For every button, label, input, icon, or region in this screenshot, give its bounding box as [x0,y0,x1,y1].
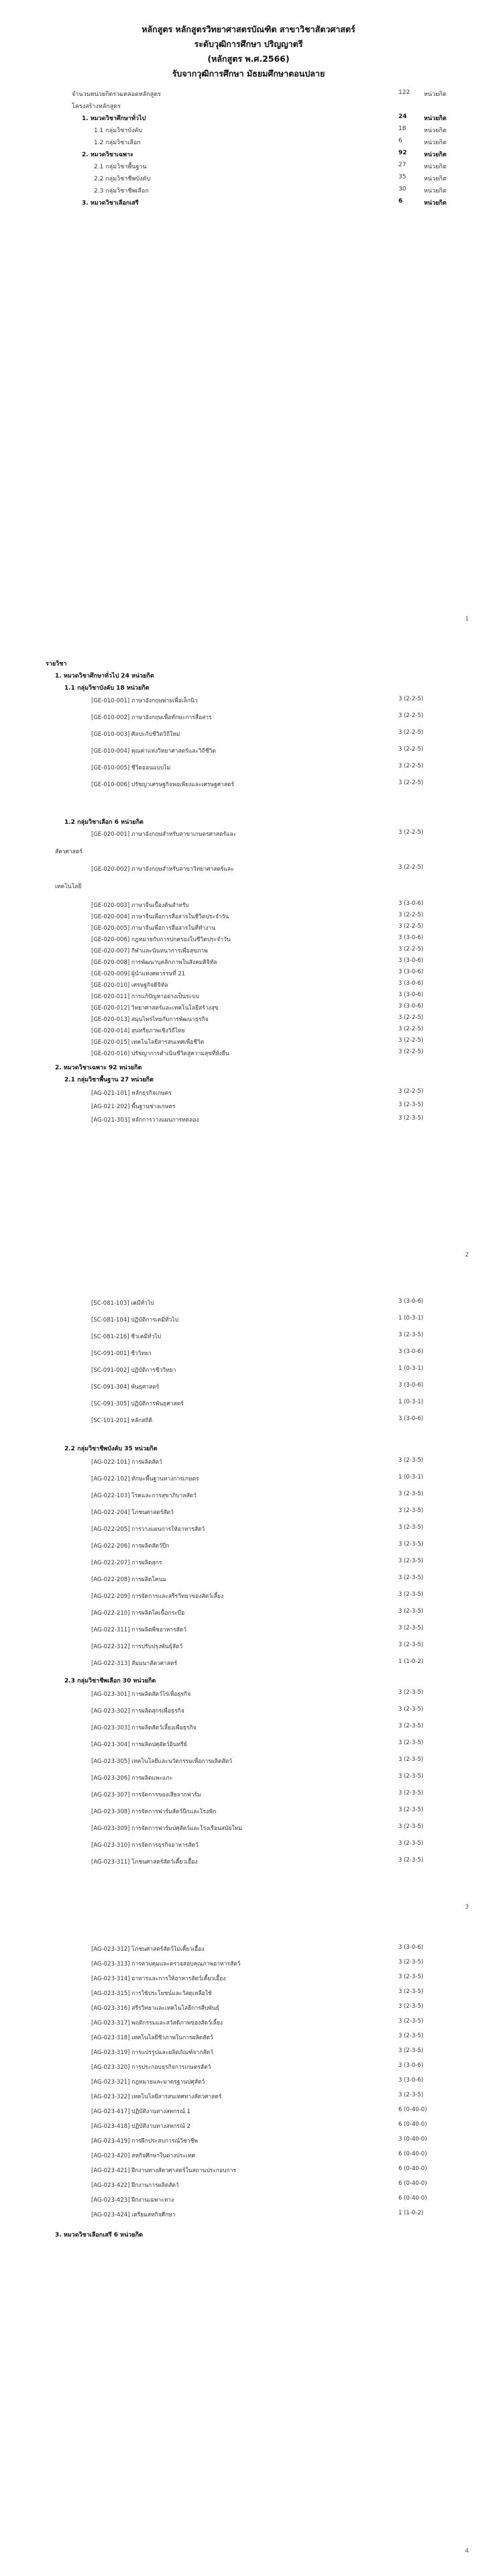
course-row [91,957,494,968]
course-name: [AG-023-320] การประกอบธุรกิจการเกษตรสัตว์ [91,2064,211,2071]
course-name: [AG-022-102] ทักษะพื้นฐานทางการเกษตร [91,1476,199,1483]
course-credits: 1 (0-3-1) [398,1474,424,1481]
course-row [91,1399,494,1409]
course-name: [AG-023-302] การผลิตสุกรเพื่อธุรกิจ [91,1708,184,1715]
structure-row-unit: หน่วยกิต [424,200,447,207]
structure-row-label: 1.1 กลุ่มวิชาบังคับ [94,127,143,134]
course-name: [SC-101-201] หลักสถิติ [91,1417,153,1424]
course-name: [AG-023-419] การฝึกประสบการณ์วิชาชีพ [91,2138,198,2145]
course-credits: 3 (3-0-6) [398,2077,424,2084]
structure-row-label: 2.1 กลุ่มวิชาพื้นฐาน [94,164,147,170]
course-credits: 3 (0-40-0) [398,2136,427,2143]
course-credits: 6 (0-40-0) [398,2151,427,2157]
total-credits-value: 122 [398,89,410,96]
course-credits: 3 (2-3-5) [398,1689,424,1696]
course-name: [AG-023-307] การจัดการของเสียจากฟาร์ม [91,1792,201,1799]
course-credits: 3 (3-0-6) [398,1003,424,1010]
course-name: [AG-023-303] การผลิตสัตว์เลี้ยงเพื่อธุรกิจ [91,1725,197,1731]
course-credits: 3 (2-3-5) [398,1723,424,1729]
course-row [91,1491,494,1501]
structure-row-label: 3. หมวดวิชาเลือกเสรี [82,200,139,207]
course-credits: 1 (0-3-1) [398,1315,424,1322]
course-credits: 3 (2-3-5) [398,2092,424,2098]
course-row [91,1944,494,1955]
course-row [91,712,494,723]
course-row [91,1773,494,1784]
course-name: [GE-020-005] ภาษาจีนเพื่อการสื่อสารในที่ทำงาน [91,925,216,932]
course-name: [AG-023-322] เทคโนโลยีสารสนเทศทางสัตวศาสตร์ [91,2094,222,2100]
course-name: [SC-081-103] เคมีทั่วไป [91,1300,154,1307]
category-heading: 3. หมวดวิชาเลือกเสรี 6 หน่วยกิต [55,2232,143,2239]
course-row [91,1974,494,1984]
course-row [91,829,494,840]
course-name: [GE-020-002] ภาษาอังกฤษสำหรับสาขาวิทยาศาสตร์และ [91,866,234,873]
course-row [91,1037,494,1048]
course-name: [AG-022-312] การปรับปรุงพันธุ์สัตว์ [91,1644,183,1650]
course-credits: 3 (3-0-6) [398,900,424,907]
course-credits: 3 (2-3-5) [398,1102,424,1108]
course-row [91,1689,494,1700]
course-credits: 3 (2-2-5) [398,1088,424,1095]
group-heading: 2.2 กลุ่มวิชาชีพบังคับ 35 หน่วยกิต [64,1446,158,1452]
course-name: [GE-020-014] สุนทรียภาพเชิงวิถีไทย [91,1028,185,1034]
course-name: [AG-023-314] อาหารและการให้อาหารสัตว์เคี้ยวเอื้อง [91,1976,226,1982]
course-row [91,1608,494,1619]
structure-row-unit: หน่วยกิต [424,188,447,195]
course-name: [SC-081-216] ชีวเคมีทั่วไป [91,1334,162,1340]
course-name: [GE-020-008] การพัฒนาบุคลิกภาพในสังคมดิจิทัล [91,959,217,966]
course-row [91,946,494,957]
course-credits: 1 (1-0-2) [398,1658,424,1665]
course-name: [GE-020-006] กฎหมายกับการปกครองในชีวิตประจำวัน [91,936,231,943]
course-name: [AG-022-205] การวางแผนการให้อาหารสัตว์ [91,1526,205,1533]
course-row [91,780,494,790]
course-credits: 3 (2-3-5) [398,1642,424,1648]
course-credits: 3 (2-3-5) [398,2047,424,2054]
category-heading: 2. หมวดวิชาเฉพาะ 92 หน่วยกิต [55,1065,142,1071]
course-credits: 3 (2-3-5) [398,1524,424,1531]
course-row [91,1790,494,1801]
structure-row-label: 1.2 กลุ่มวิชาเลือก [94,140,141,146]
course-name: [AG-023-309] การจัดการฟาร์มปศุสัตว์และโรงเรือนสมัยใหม่ [91,1825,242,1832]
course-name: [AG-023-318] เทคโนโลยีชีวภาพในการผลิตสัตว์ [91,2035,213,2041]
course-name: [GE-010-002] ภาษาอังกฤษเพื่อทักษะการสื่อสาร [91,714,212,721]
course-row [91,1807,494,1817]
course-credits: 3 (2-2-5) [398,712,424,719]
course-row [91,1003,494,1014]
page-number: 3 [465,1904,469,1911]
course-name-continued: เทคโนโลยี [55,883,82,890]
course-credits: 3 (3-0-6) [398,1382,424,1389]
course-credits: 3 (2-3-5) [398,1773,424,1780]
course-row [91,2077,494,2088]
course-name: [GE-020-012] วิทยาศาสตร์และเทคโนโลยีสร้างสุข [91,1005,219,1012]
course-row [91,1115,494,1126]
course-credits: 3 (2-2-5) [398,1026,424,1032]
course-row [91,1365,494,1376]
course-name: [AG-023-304] การผลิตปศุสัตว์อินทรีย์ [91,1741,187,1748]
course-row [91,2165,494,2176]
course-name: [AG-023-321] กฎหมายและมาตรฐานปศุสัตว์ [91,2079,205,2086]
course-credits: 3 (2-3-5) [398,1840,424,1847]
course-row [91,729,494,740]
course-credits: 3 (2-3-5) [398,1706,424,1713]
course-row [91,1026,494,1036]
course-credits: 3 (2-3-5) [398,1115,424,1122]
course-row [91,864,494,875]
course-row [91,1823,494,1834]
course-row [91,1348,494,1359]
course-name: [AG-023-418] ปฏิบัติงานทางสหกรณ์ 2 [91,2123,190,2130]
course-credits: 3 (3-0-6) [398,2062,424,2069]
course-name: [AG-023-421] ฝึกงานทางสัตวศาสตร์ในสถานประกอบการ [91,2167,237,2174]
course-credits: 3 (3-0-6) [398,1944,424,1951]
course-name: [AG-023-319] การแปรรูปและผลิตภัณฑ์จากสัตว์ [91,2049,213,2056]
structure-label: โครงสร้างหลักสูตร [72,103,121,110]
course-row [91,1988,494,1999]
course-row [91,1088,494,1099]
course-row [91,2062,494,2073]
course-name: [GE-020-015] เทคโนโลยีสารสนเทศเพื่อชีวิต [91,1039,205,1046]
course-row [91,1507,494,1518]
course-credits: 1 (1-0-2) [398,2210,424,2216]
course-credits: 3 (2-3-5) [398,1507,424,1514]
group-heading: 1.1 กลุ่มวิชาบังคับ 18 หน่วยกิต [64,685,150,692]
course-credits: 3 (2-2-5) [398,1014,424,1021]
curriculum-title: หลักสูตร หลักสูตรวิทยาศาสตรบัณฑิต สาขาวิชาสัตวศาสตร์ [142,24,355,34]
course-row [91,2018,494,2029]
course-name: [GE-020-011] การแก้ปัญหาอย่างเป็นระบบ [91,994,200,1000]
course-credits: 3 (2-3-5) [398,1857,424,1864]
course-row [91,2151,494,2161]
course-name: [GE-020-007] กีฬาและนันทนาการเพื่อสุขภาพ [91,948,208,955]
course-name: [AG-023-315] การใช้ประโยชน์และวัสดุเหลือใช้ [91,1990,212,1997]
curriculum-year: (หลักสูตร พ.ศ.2566) [207,54,290,64]
structure-row-label: 2.2 กลุ่มวิชาชีพบังคับ [94,176,151,182]
course-name: [AG-022-101] การผลิตสัตว์ [91,1459,162,1466]
course-name: [AG-023-306] การผลิตแพะแกะ [91,1775,173,1782]
course-name: [AG-023-311] โภชนศาสตร์สัตว์เคี้ยวเอื้อง [91,1859,198,1866]
course-row [91,1625,494,1635]
course-credits: 3 (2-3-5) [398,2018,424,2025]
course-row [91,980,494,991]
course-name: [AG-023-308] การจัดการฟาร์มสัตว์ปีกและโรงฟัก [91,1809,217,1815]
course-row [91,912,494,922]
course-credits: 3 (2-3-5) [398,1974,424,1980]
course-row [91,923,494,934]
course-row [91,2106,494,2117]
course-credits: 6 (0-40-0) [398,2180,427,2187]
course-name: [SC-091-304] พันธุศาสตร์ [91,1384,160,1391]
structure-row-label: 1. หมวดวิชาศึกษาทั่วไป [82,115,146,122]
course-name: [AG-022-208] การผลิตโคนม [91,1576,167,1583]
course-row [91,1415,494,1426]
course-row [91,1332,494,1342]
course-name: [GE-020-001] ภาษาอังกฤษสำหรับสาขาเกษตรศาสตร์และ [91,831,237,838]
structure-row-unit: หน่วยกิต [424,176,447,182]
course-credits: 3 (3-0-6) [398,980,424,987]
course-row [91,1857,494,1868]
course-name: [AG-021-202] พื้นฐานช่างเกษตร [91,1104,176,1110]
page-number: 1 [465,616,469,623]
course-credits: 3 (2-2-5) [398,829,424,836]
course-name: [AG-021-303] หลักการวางแผนการทดลอง [91,1117,199,1124]
structure-row-unit: หน่วยกิต [424,127,447,134]
course-name: [SC-091-305] ปฏิบัติการพันธุศาสตร์ [91,1401,184,1407]
course-credits: 3 (2-2-5) [398,1037,424,1044]
course-name: [SC-091-001] ชีววิทยา [91,1350,152,1357]
structure-row-unit: หน่วยกิต [424,140,447,146]
course-credits: 3 (3-0-6) [398,1298,424,1305]
page-number: 4 [465,2548,469,2555]
course-credits: 3 (2-2-5) [398,946,424,953]
structure-row-label: 2.3 กลุ่มวิชาชีพเลือก [94,188,149,195]
course-credits: 3 (2-3-5) [398,1491,424,1497]
course-row [91,2033,494,2043]
structure-row-credits: 18 [398,125,406,132]
course-row [91,1049,494,1059]
course-credits: 3 (2-3-5) [398,1332,424,1338]
course-credits: 3 (2-3-5) [398,1756,424,1763]
course-row [91,1723,494,1733]
course-name: [GE-010-005] ชีวิตออนแบบไม่ [91,765,171,771]
course-row [91,746,494,757]
course-credits: 3 (2-3-5) [398,1457,424,1464]
course-row [91,763,494,773]
course-row [91,1959,494,1970]
course-row [91,2136,494,2147]
course-name: [GE-010-001] ภาษาอังกฤษพ่ายเพื่อเล็กนิว [91,698,198,704]
course-row [91,1014,494,1025]
course-row [91,969,494,979]
course-name: [AG-023-422] ฝึกงานการผลิตสัตว์ [91,2182,179,2189]
course-name: [AG-022-204] โภชนศาสตร์สัตว์ [91,1509,174,1516]
course-name: [GE-020-009] ผู้นำแห่งศตวรรษที่ 21 [91,971,186,977]
course-credits: 3 (2-2-5) [398,1049,424,1055]
page-number: 2 [465,1252,469,1258]
course-credits: 3 (2-3-5) [398,1823,424,1830]
course-name: [GE-020-004] ภาษาจีนเพื่อการสื่อสารในชีวิตประจำวัน [91,914,229,920]
course-credits: 1 (0-3-1) [398,1399,424,1405]
course-name: [AG-022-209] การจัดการและสรีรวิทยาของสัตว์เลี้ยง [91,1593,224,1600]
structure-row-label: 2. หมวดวิชาเฉพาะ [82,152,133,158]
course-name: [GE-020-003] ภาษาจีนเบื้องต้นสำหรับ [91,902,189,909]
structure-row-credits: 35 [398,174,406,180]
course-row [91,2210,494,2220]
course-name: [AG-022-103] โรคและการสุขาภิบาลสัตว์ [91,1493,197,1499]
course-row [91,1840,494,1851]
course-credits: 3 (2-3-5) [398,1988,424,1995]
course-name: [AG-023-424] เตรียมสหกิจศึกษา [91,2212,176,2218]
course-name: [AG-023-310] การจัดการธุรกิจอาหารสัตว์ [91,1842,199,1849]
structure-row-credits: 92 [398,150,407,156]
course-credits: 6 (0-40-0) [398,2165,427,2172]
structure-row-credits: 24 [398,113,407,120]
course-row [91,1474,494,1485]
course-row [91,991,494,1002]
course-name: [AG-023-301] การผลิตสัตว์ไร่เพื่อธุรกิจ [91,1691,191,1698]
course-credits: 3 (2-3-5) [398,1574,424,1581]
course-credits: 3 (2-3-5) [398,2033,424,2039]
course-credits: 3 (2-2-5) [398,780,424,786]
course-row [91,2180,494,2191]
course-row [91,1658,494,1669]
course-name: [AG-023-317] พฤติกรรมและสวัสดิภาพของสัตว์เลี้ยง [91,2020,223,2027]
total-credits-label: จำนวนหน่วยกิตรวมตลอดหลักสูตร [72,91,161,98]
course-credits: 3 (2-3-5) [398,1625,424,1631]
structure-row-credits: 6 [398,138,402,144]
course-credits: 3 (2-3-5) [398,1807,424,1813]
structure-row-unit: หน่วยกิต [424,152,447,158]
structure-row-credits: 30 [398,186,406,193]
structure-row-unit: หน่วยกิต [424,115,447,122]
course-name: [GE-010-006] ปรัชญาเศรษฐกิจพอเพียงและเศรษฐศาสตร์ [91,782,235,788]
course-credits: 3 (2-3-5) [398,1790,424,1796]
course-name: [AG-023-417] ปฏิบัติงานทางสหกรณ์ 1 [91,2108,190,2115]
course-name-continued: สัตวศาสตร์ [55,849,82,855]
course-credits: 3 (3-0-6) [398,969,424,975]
course-row [91,1756,494,1767]
course-row [91,1642,494,1652]
course-credits: 3 (3-0-6) [398,1348,424,1355]
course-credits: 3 (2-3-5) [398,1558,424,1564]
course-row [91,2003,494,2014]
course-name: [AG-022-313] สัมมนาสัตวศาสตร์ [91,1660,178,1667]
course-credits: 3 (3-0-6) [398,991,424,998]
course-row [91,696,494,706]
course-name: [SC-081-104] ปฏิบัติการเคมีทั่วไป [91,1317,178,1324]
course-name: [GE-020-013] สมุนไพรไทยกับการพัฒนาธุรกิจ [91,1016,209,1023]
course-row [91,934,494,945]
course-name: [AG-022-207] การผลิตสุกร [91,1560,162,1566]
course-row [91,1315,494,1326]
course-credits: 3 (2-3-5) [398,1739,424,1746]
course-row [91,1298,494,1309]
course-name: [AG-023-313] การควบคุมและตรวจสอบคุณภาพอาหารสัตว์ [91,1961,241,1968]
course-row [91,2047,494,2058]
course-name: [AG-023-305] เทคโนโลยีและนวัตกรรมเพื่อการผลิตสัตว์ [91,1758,233,1765]
structure-row-unit: หน่วยกิต [424,164,447,170]
course-credits: 3 (2-2-5) [398,923,424,930]
group-heading: 2.1 กลุ่มวิชาพื้นฐาน 27 หน่วยกิต [64,1077,154,1083]
course-row [91,1706,494,1717]
course-row [91,900,494,911]
category-heading: 1. หมวดวิชาศึกษาทั่วไป 24 หน่วยกิต [55,673,154,680]
course-credits: 3 (2-3-5) [398,2003,424,2010]
course-name: [GE-010-004] คุณค่าแห่งวิทยาศาสตร์และวิถีชีวิต [91,748,216,755]
degree-level: ระดับวุฒิการศึกษา ปริญญาตรี [194,39,303,49]
group-heading: 1.2 กลุ่มวิชาเลือก 6 หน่วยกิต [64,819,144,826]
course-name: [GE-020-010] เศรษฐกิจดิจิทัล [91,982,168,989]
structure-row-credits: 6 [398,198,403,205]
course-row [91,1541,494,1552]
course-credits: 3 (2-2-5) [398,763,424,769]
course-credits: 6 (0-40-0) [398,2195,427,2202]
course-credits: 6 (0-40-0) [398,2121,427,2128]
course-name: [SC-091-002] ปฏิบัติการชีววิทยา [91,1367,176,1374]
course-name: [AG-023-312] โภชนศาสตร์สัตว์ไม่เคี้ยวเอื้อง [91,1946,205,1953]
course-row [91,2121,494,2132]
course-row [91,1574,494,1585]
course-row [91,1102,494,1112]
course-row [91,1524,494,1535]
course-row [91,2092,494,2102]
section-heading: รายวิชา [46,661,67,667]
course-credits: 1 (0-3-1) [398,1365,424,1372]
course-credits: 3 (2-3-5) [398,1959,424,1966]
structure-row-credits: 27 [398,162,406,168]
course-name: [AG-023-423] ฝึกงานเฉพาะทาง [91,2197,174,2204]
course-credits: 3 (3-0-6) [398,957,424,964]
course-row [91,1591,494,1602]
course-credits: 6 (0-40-0) [398,2106,427,2113]
course-name: [GE-020-016] ปรัชญาการดำเนินชีวิตสู่ความสุขที่ยั่งยืน [91,1051,229,1057]
course-row [91,1382,494,1393]
course-credits: 3 (2-2-5) [398,912,424,918]
course-row [91,1739,494,1750]
course-row [91,2195,494,2206]
course-credits: 3 (2-3-5) [398,1591,424,1598]
course-name: [AG-023-316] สรีรวิทยาและเทคโนโลยีการสืบพันธุ์ [91,2005,219,2012]
course-row [91,1558,494,1568]
course-name: [AG-022-210] การผลิตโคเนื้อกระบือ [91,1610,185,1617]
course-name: [AG-021-101] หลักธุรกิจเกษตร [91,1090,172,1097]
course-credits: 3 (2-3-5) [398,1608,424,1615]
course-name: [GE-010-003] ศิลปะกับชีวิตวิถีใหม่ [91,731,180,738]
course-credits: 3 (3-0-6) [398,1415,424,1422]
course-credits: 3 (2-3-5) [398,1541,424,1548]
course-credits: 3 (3-0-6) [398,934,424,941]
group-heading: 2.3 กลุ่มวิชาชีพเลือก 30 หน่วยกิต [64,1678,156,1684]
course-credits: 3 (2-2-5) [398,746,424,753]
course-name: [AG-022-206] การผลิตสัตว์ปีก [91,1543,170,1550]
course-credits: 3 (2-2-5) [398,729,424,736]
course-name: [AG-023-420] สหกิจศึกษาในต่างประเทศ [91,2153,195,2159]
total-credits-unit: หน่วยกิต [424,91,447,98]
admission-requirement: รับจากวุฒิการศึกษา มัธยมศึกษาตอนปลาย [172,68,325,78]
course-credits: 3 (2-2-5) [398,864,424,871]
course-row [91,1457,494,1468]
course-credits: 3 (2-2-5) [398,696,424,702]
course-name: [AG-022-311] การผลิตพืชอาหารสัตว์ [91,1627,187,1633]
